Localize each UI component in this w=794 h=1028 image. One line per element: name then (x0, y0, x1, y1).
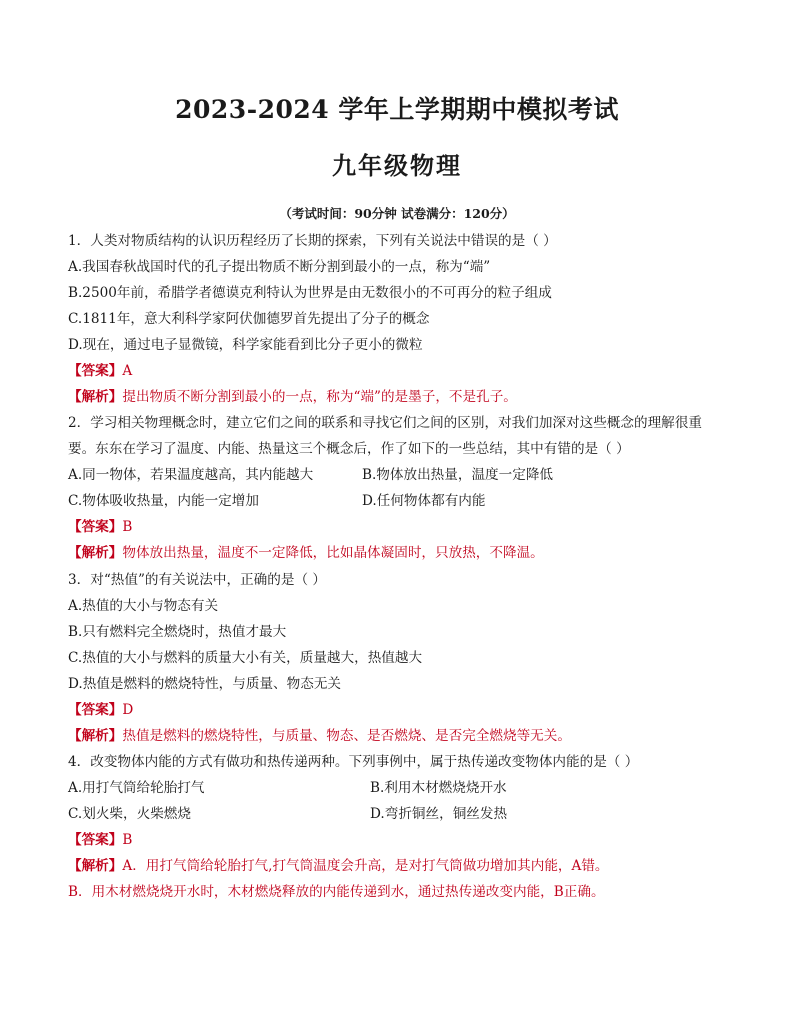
exam-title: 2023-2024 学年上学期期中模拟考试 (175, 95, 619, 124)
q4-answer (68, 831, 132, 849)
q2-stem-line2: 要。东东在学习了温度、内能、热量这三个概念后，作了如下的一些总结，其中有错的是（ ） (68, 441, 630, 457)
q4-analysis-line2: B．用木材燃烧烧开水时，木材燃烧释放的内能传递到水，通过热传递改变内能，B正确。 (68, 884, 605, 900)
q3-option-b: B.只有燃料完全燃烧时，热值才最大 (68, 624, 287, 640)
analysis-tag: 【解析】 (68, 389, 123, 405)
q1-option-b: B.2500年前，希腊学者德谟克利特认为世界是由无数很小的不可再分的粒子组成 (68, 285, 552, 301)
q1-answer-value: A (122, 363, 133, 379)
q1-analysis (68, 388, 517, 406)
q1-option-a: A.我国春秋战国时代的孔子提出物质不断分割到最小的一点，称为“端” (68, 259, 491, 275)
q2-option-c: C.物体吸收热量，内能一定增加 (68, 493, 259, 509)
answer-tag: 【答案】 (68, 702, 123, 718)
q4-answer-value: B (122, 832, 133, 848)
exam-info: （考试时间：90分钟 试卷满分：120分） (279, 206, 515, 221)
answer-tag: 【答案】 (68, 363, 123, 379)
q2-option-a: A.同一物体，若果温度越高，其内能越大 (68, 467, 314, 483)
q4-option-c: C.划火柴，火柴燃烧 (68, 806, 191, 822)
q1-option-d: D.现在，通过电子显微镜，科学家能看到比分子更小的微粒 (68, 337, 423, 353)
q3-answer (68, 701, 133, 719)
q3-answer-value: D (122, 702, 134, 718)
q3-option-d: D.热值是燃料的燃烧特性，与质量、物态无关 (68, 676, 342, 692)
q2-stem-line1: 2．学习相关物理概念时，建立它们之间的联系和寻找它们之间的区别，对我们加深对这些概念的理解很重 (68, 415, 702, 431)
q1-stem: 1．人类对物质结构的认识历程经历了长期的探索，下列有关说法中错误的是（ ） (68, 233, 557, 249)
analysis-tag: 【解析】 (68, 858, 123, 874)
q4-option-d: D.弯折铜丝，铜丝发热 (370, 806, 508, 822)
q2-answer (68, 518, 132, 536)
q3-option-a: A.热值的大小与物态有关 (68, 598, 219, 614)
q3-option-c: C.热值的大小与燃料的质量大小有关，质量越大，热值越大 (68, 650, 423, 666)
q2-analysis-text: 物体放出热量，温度不一定降低，比如晶体凝固时，只放热，不降温。 (122, 545, 544, 561)
q4-option-a: A.用打气筒给轮胎打气 (68, 780, 205, 796)
q2-analysis (68, 544, 544, 562)
exam-subtitle: 九年级物理 (332, 151, 462, 180)
q4-analysis-text-1: A．用打气筒给轮胎打气,打气筒温度会升高，是对打气筒做功增加其内能，A错。 (122, 858, 609, 874)
answer-tag: 【答案】 (68, 519, 123, 535)
q4-analysis-line1 (68, 857, 609, 875)
q1-answer (68, 362, 132, 380)
q2-option-b: B.物体放出热量，温度一定降低 (362, 467, 554, 483)
analysis-tag: 【解析】 (68, 545, 123, 561)
q4-option-b: B.利用木材燃烧烧开水 (370, 780, 507, 796)
q3-analysis-text: 热值是燃料的燃烧特性，与质量、物态、是否燃烧、是否完全燃烧等无关。 (122, 728, 571, 744)
analysis-tag: 【解析】 (68, 728, 123, 744)
q4-stem: 4．改变物体内能的方式有做功和热传递两种。下列事例中，属于热传递改变物体内能的是（ ） (68, 754, 639, 770)
q1-option-c: C.1811年，意大利科学家阿伏伽德罗首先提出了分子的概念 (68, 311, 430, 327)
q2-answer-value: B (122, 519, 133, 535)
q3-stem: 3．对“热值”的有关说法中，正确的是（ ） (68, 572, 326, 588)
q1-analysis-text: 提出物质不断分割到最小的一点，称为“端”的是墨子，不是孔子。 (122, 389, 517, 405)
answer-tag: 【答案】 (68, 832, 123, 848)
q3-analysis (68, 727, 571, 745)
q2-option-d: D.任何物体都有内能 (362, 493, 486, 509)
